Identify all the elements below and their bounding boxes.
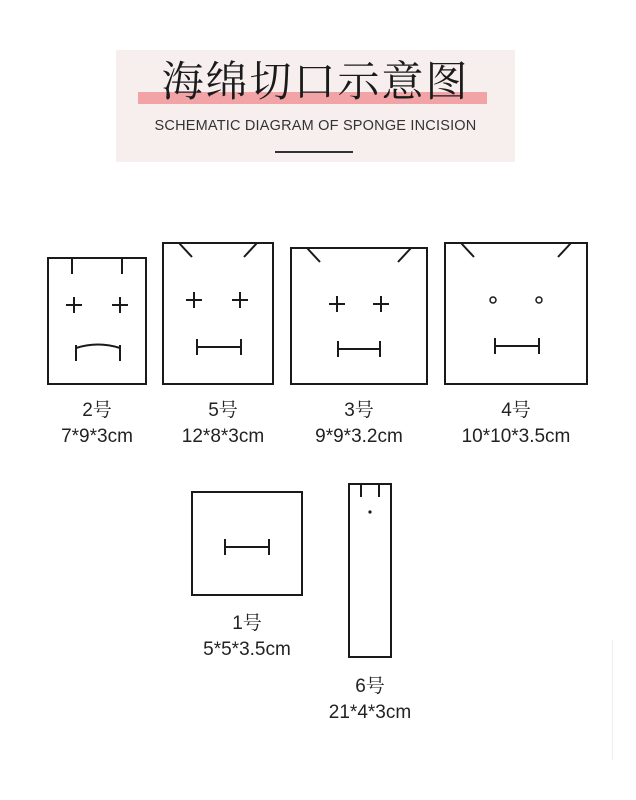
page-subtitle: SCHEMATIC DIAGRAM OF SPONGE INCISION: [154, 118, 477, 134]
sponge-outline: [48, 258, 146, 384]
size-dimensions: 12*8*3cm: [181, 426, 265, 447]
corner-slit-right: [244, 243, 257, 257]
size-number: 5号: [208, 400, 238, 421]
hole-cut-right: [536, 297, 542, 303]
sponge-size-2: [48, 258, 146, 384]
label-size-4: [445, 398, 587, 450]
bar-cut: [495, 338, 539, 354]
bar-cut: [197, 339, 241, 355]
sponge-size-3: [291, 248, 427, 384]
sponge-size-1: [192, 492, 302, 595]
sponge-size-5: [163, 243, 273, 384]
size-number: 6号: [355, 676, 385, 697]
cross-cut-left: [329, 296, 345, 312]
sponge-outline: [445, 243, 587, 384]
label-size-5: [168, 398, 278, 450]
sponge-outline: [163, 243, 273, 384]
pin-hole: [368, 510, 371, 513]
corner-slit-left: [461, 243, 474, 257]
corner-slit-right: [558, 243, 571, 257]
sponge-outline: [291, 248, 427, 384]
label-size-2: [47, 398, 147, 450]
size-dimensions: 9*9*3.2cm: [315, 426, 403, 447]
curved-bar-cut: [76, 345, 120, 362]
sponge-outline: [192, 492, 302, 595]
cross-cut-right: [232, 292, 248, 308]
size-number: 1号: [232, 613, 262, 634]
size-number: 2号: [82, 400, 112, 421]
hole-cut-left: [490, 297, 496, 303]
corner-slit-left: [307, 248, 320, 262]
cross-cut-left: [186, 292, 202, 308]
page-title: 海绵切口示意图: [161, 57, 470, 106]
size-dimensions: 21*4*3cm: [328, 702, 412, 723]
bar-cut: [225, 539, 269, 555]
cross-cut-right: [112, 297, 128, 313]
sponge-size-6: [349, 484, 391, 657]
label-size-1: [192, 611, 302, 663]
sponge-size-4: [445, 243, 587, 384]
cross-cut-left: [66, 297, 82, 313]
size-dimensions: 7*9*3cm: [61, 426, 133, 447]
size-number: 3号: [344, 400, 374, 421]
size-dimensions: 10*10*3.5cm: [461, 426, 571, 447]
label-size-3: [294, 398, 424, 450]
edge-divider: [612, 640, 613, 760]
cross-cut-right: [373, 296, 389, 312]
corner-slit-left: [179, 243, 192, 257]
size-dimensions: 5*5*3.5cm: [203, 639, 291, 660]
bar-cut: [338, 341, 380, 357]
sponge-outline: [349, 484, 391, 657]
label-size-6: [315, 674, 425, 726]
size-number: 4号: [501, 400, 531, 421]
corner-slit-right: [398, 248, 411, 262]
